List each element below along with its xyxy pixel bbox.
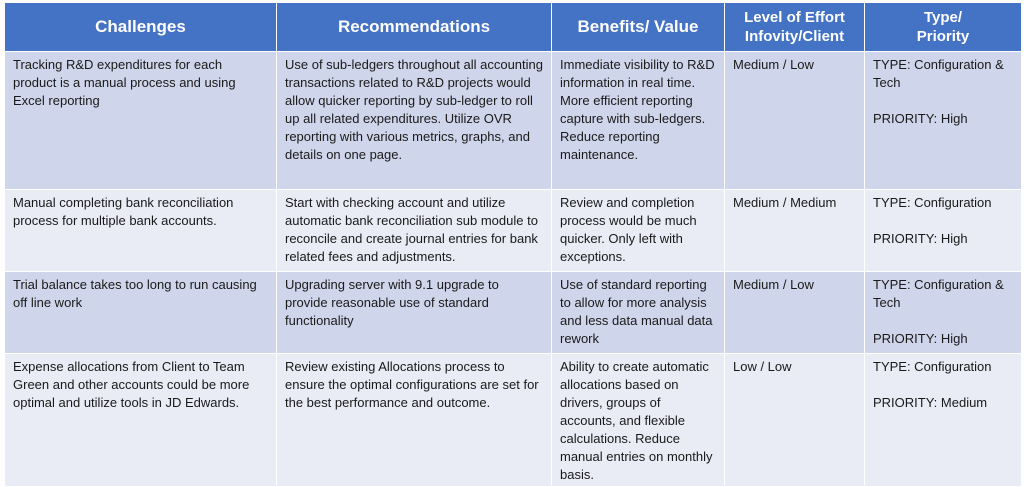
effort-cell: Medium / Low [725, 272, 865, 354]
header-effort: Level of Effort Infovity/Client [725, 3, 865, 52]
recommendation-cell: Use of sub-ledgers throughout all accounting transactions related to R&D projects would allow quicker reporting by sub-ledger to roll up all related expenditures. Utilize OVR reporting with various metrics, graphs, and details on one page. [277, 52, 552, 190]
type-priority-cell [865, 272, 1022, 354]
table-row [5, 272, 1022, 354]
table-row [5, 52, 1022, 190]
type-priority-cell [865, 190, 1022, 272]
effort-cell: Medium / Medium [725, 190, 865, 272]
table-row [5, 190, 1022, 272]
priority-text: PRIORITY: Medium [873, 395, 988, 410]
recommendation-cell: Upgrading server with 9.1 upgrade to provide reasonable use of standard functionality [277, 272, 552, 354]
type-text: TYPE: Configuration & Tech [873, 57, 1004, 90]
recommendations-table-container [4, 2, 1021, 483]
header-challenges: Challenges [5, 3, 277, 52]
recommendation-cell: Start with checking account and utilize automatic bank reconciliation sub module to reconcile and create journal entries for bank related fees and adjustments. [277, 190, 552, 272]
type-text: TYPE: Configuration [873, 359, 992, 374]
priority-text: PRIORITY: High [873, 331, 968, 346]
benefit-cell: Review and completion process would be much quicker. Only left with exceptions. [552, 190, 725, 272]
effort-cell: Low / Low [725, 354, 865, 487]
challenge-cell: Tracking R&D expenditures for each product is a manual process and using Excel reporting [5, 52, 277, 190]
benefit-cell: Ability to create automatic allocations based on drivers, groups of accounts, and flexible calculations. Reduce manual entries on monthly basis. [552, 354, 725, 487]
benefit-cell: Use of standard reporting to allow for more analysis and less data manual data rework [552, 272, 725, 354]
priority-text: PRIORITY: High [873, 231, 968, 246]
header-row [5, 3, 1022, 52]
header-type-priority: Type/ Priority [865, 3, 1022, 52]
recommendation-cell: Review existing Allocations process to ensure the optimal configurations are set for the best performance and outcome. [277, 354, 552, 487]
header-recommendations: Recommendations [277, 3, 552, 52]
effort-cell: Medium / Low [725, 52, 865, 190]
type-text: TYPE: Configuration [873, 195, 992, 210]
challenge-cell: Manual completing bank reconciliation process for multiple bank accounts. [5, 190, 277, 272]
recommendations-table [4, 2, 1022, 487]
header-benefits: Benefits/ Value [552, 3, 725, 52]
challenge-cell: Trial balance takes too long to run causing off line work [5, 272, 277, 354]
challenge-cell: Expense allocations from Client to Team Green and other accounts could be more optimal and utilize tools in JD Edwards. [5, 354, 277, 487]
priority-text: PRIORITY: High [873, 111, 968, 126]
type-text: TYPE: Configuration & Tech [873, 277, 1004, 310]
benefit-cell: Immediate visibility to R&D information in real time. More efficient reporting capture with sub-ledgers. Reduce reporting maintenance. [552, 52, 725, 190]
type-priority-cell [865, 52, 1022, 190]
table-row [5, 354, 1022, 487]
type-priority-cell [865, 354, 1022, 487]
